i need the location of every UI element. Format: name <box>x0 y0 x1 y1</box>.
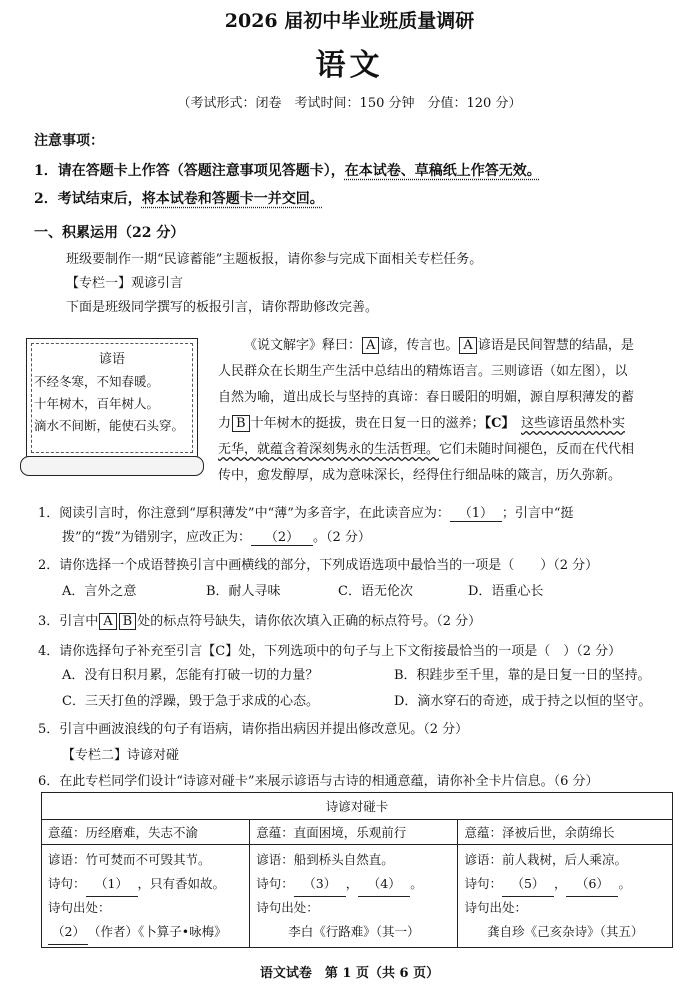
option-c[interactable]: C．三天打鱼的浮躁，毁于急于求成的心态。 <box>62 694 319 709</box>
notice-heading: 注意事项： <box>34 133 104 149</box>
exam-info: （考试形式：闭卷 考试时间：150 分钟 分值：120 分） <box>177 96 522 111</box>
passage-text: 谚，传言也。 <box>380 338 459 353</box>
passage-text: 《说文解字》释曰： <box>244 338 362 353</box>
card-source-label: 诗句出处： <box>48 900 111 915</box>
passage-text: 力 <box>218 416 232 431</box>
card-text: ，只有香如故。 <box>137 876 226 891</box>
card-text: 诗句： <box>464 876 502 891</box>
option-a[interactable]: A．没有日积月累，怎能有打破一切的力量？ <box>62 668 319 683</box>
column1-desc: 下面是班级同学撰写的板报引言，请你帮助修改完善。 <box>66 300 379 315</box>
question-text: 拨”的“拨”为错别字，应改正为： <box>62 530 251 545</box>
passage-line-1 <box>244 334 634 354</box>
scroll-title: 谚语 <box>98 352 125 367</box>
card-text: 诗句： <box>256 876 294 891</box>
question-2: 2．请你选择一个成语替换引言中画横线的部分，下列成语选项中最恰当的一项是（ ）（2 分） <box>38 558 599 573</box>
card-text: ， <box>345 876 359 891</box>
card-source: 李白《行路难》（其一） <box>288 924 420 939</box>
scroll-roll <box>20 456 204 476</box>
card-proverb: 谚语：船到桥头自然直。 <box>256 852 394 867</box>
passage-wavy-text: 无华，就蕴含着深刻隽永的生活哲理。 <box>218 442 440 457</box>
question-5: 5．引言中画波浪线的句子有语病，请你指出病因并提出修改意见。（2 分） <box>38 722 469 737</box>
section1-intro: 班级要制作一期“民谚蓄能”主题板报，请你参与完成下面相关专栏任务。 <box>66 252 483 267</box>
answer-blank[interactable]: （6） <box>566 872 618 897</box>
card-poem <box>464 872 666 896</box>
question-text: 1．阅读引言时，你注意到“厚积薄发”中“薄”为多音字，在此读音应为： <box>38 506 450 521</box>
card-source-label: 诗句出处： <box>464 900 527 915</box>
question-text: 处的标点符号缺失，请你依次填入正确的标点符号。（2 分） <box>137 614 482 629</box>
notice-item-1 <box>34 160 541 180</box>
exam-title: 2026 届初中毕业班质量调研 <box>224 10 475 32</box>
card-source: 龚自珍《己亥杂诗》（其五） <box>487 924 644 939</box>
subject-title: 语文 <box>315 48 384 83</box>
notice-item-2-prefix: 2．考试结束后， <box>34 191 142 207</box>
card-text: 诗句： <box>48 876 86 891</box>
question-4: 4．请你选择句子补充至引言【C】处，下列选项中的句子与上下文衔接最恰当的一项是（ ）（2 分） <box>38 644 622 659</box>
column1-label: 【专栏一】观谚引言 <box>66 276 184 291</box>
page-footer: 语文试卷 第 1 页（共 6 页） <box>259 966 440 981</box>
question-text: ；引言中“挺 <box>501 506 574 521</box>
passage-line-5 <box>218 438 634 457</box>
answer-blank[interactable]: （4） <box>358 872 410 897</box>
question-3 <box>38 610 481 630</box>
section1-heading: 一、积累运用（22 分） <box>34 225 185 241</box>
option-d[interactable]: D．语重心长 <box>468 584 544 599</box>
passage-line-3: 自然为喻，道出成长与坚持的真谛：春日暖阳的明媚，源自厚积薄发的蓄 <box>218 390 635 405</box>
answer-blank[interactable]: （2） <box>48 920 88 945</box>
question-1 <box>38 502 574 522</box>
notice-item-2 <box>34 188 324 208</box>
passage-text: 谚语是民间智慧的结晶，是 <box>477 338 634 353</box>
answer-blank[interactable]: （1） <box>86 872 138 897</box>
option-b[interactable]: B．耐人寻味 <box>206 584 281 599</box>
card-title: 诗谚对碰卡 <box>42 793 673 820</box>
card-source <box>48 920 243 944</box>
option-b[interactable]: B．积跬步至千里，靠的是日复一日的坚持。 <box>394 668 651 683</box>
passage-line-4 <box>218 412 625 432</box>
scroll-line: 十年树木，百年树人。 <box>34 396 160 411</box>
answer-blank[interactable]: （2） <box>251 526 313 546</box>
scroll-line: 滴水不间断，能使石头穿。 <box>34 418 185 433</box>
card-poem <box>48 872 243 896</box>
notice-item-2-emph: 将本试卷和答题卡一并交回。 <box>141 191 324 207</box>
passage-line-6: 传中，愈发醇厚，成为意味深长，经得住行细品味的箴言，历久弥新。 <box>218 468 622 483</box>
answer-blank[interactable]: （3） <box>294 872 346 897</box>
blank-box-b: B <box>232 415 250 432</box>
question-6: 6．在此专栏同学们设计“诗谚对碰卡”来展示谚语与古诗的相通意蕴，请你补全卡片信息。（6 分） <box>38 774 599 789</box>
blank-box-a: A <box>362 337 379 354</box>
card-text: ， <box>553 876 567 891</box>
card-text: 。 <box>410 876 423 891</box>
blank-box-a-2: A <box>459 337 476 354</box>
passage-line-2: 人民群众在长期生产生活中总结出的精炼语言。三则谚语（如左图），以 <box>218 364 628 379</box>
blank-box-b: B <box>119 613 137 630</box>
card-column <box>250 845 458 948</box>
notice-item-1-prefix: 1．请在答题卡上作答（答题注意事项见答题卡）， <box>34 163 345 179</box>
answer-blank[interactable]: （5） <box>502 872 554 897</box>
option-d[interactable]: D．滴水穿石的奇迹，成于持之以恒的坚守。 <box>394 694 652 709</box>
card-theme: 意蕴：泽被后世，余荫绵长 <box>458 820 673 845</box>
question-text: 3．引言中 <box>38 614 99 629</box>
blank-c-marker: 【C】 <box>484 416 508 431</box>
question-text: 。（2 分） <box>312 530 371 545</box>
proverb-scroll <box>20 328 204 478</box>
card-poem <box>256 872 451 896</box>
answer-blank[interactable]: （1） <box>450 502 502 522</box>
passage-wavy-text: 这些谚语虽然朴实 <box>520 416 625 431</box>
card-proverb: 谚语：前人栽树，后人乘凉。 <box>464 852 627 867</box>
card-theme: 意蕴：直面困境，乐观前行 <box>250 820 458 845</box>
card-theme: 意蕴：历经磨难，失志不渝 <box>42 820 250 845</box>
passage-text: 十年树木的挺拔，贵在日复一日的滋养； <box>250 416 485 431</box>
poem-proverb-card <box>41 792 673 948</box>
option-a[interactable]: A．言外之意 <box>62 584 137 599</box>
scroll-line: 不经冬寒，不知春暖。 <box>34 374 160 389</box>
question-1-cont <box>62 526 371 546</box>
passage-text: 它们未随时间褪色，反而在代代相 <box>439 442 635 457</box>
card-source-label: 诗句出处： <box>256 900 319 915</box>
column2-label: 【专栏二】诗谚对碰 <box>62 748 180 763</box>
card-proverb: 谚语：竹可焚而不可毁其节。 <box>48 852 211 867</box>
card-text: （作者）《卜算子•咏梅》 <box>88 924 227 939</box>
card-column <box>458 845 673 948</box>
card-column <box>42 845 250 948</box>
blank-box-a: A <box>99 613 116 630</box>
card-text: 。 <box>618 876 631 891</box>
option-c[interactable]: C．语无伦次 <box>338 584 413 599</box>
notice-item-1-emph: 在本试卷、草稿纸上作答无效。 <box>344 163 541 179</box>
